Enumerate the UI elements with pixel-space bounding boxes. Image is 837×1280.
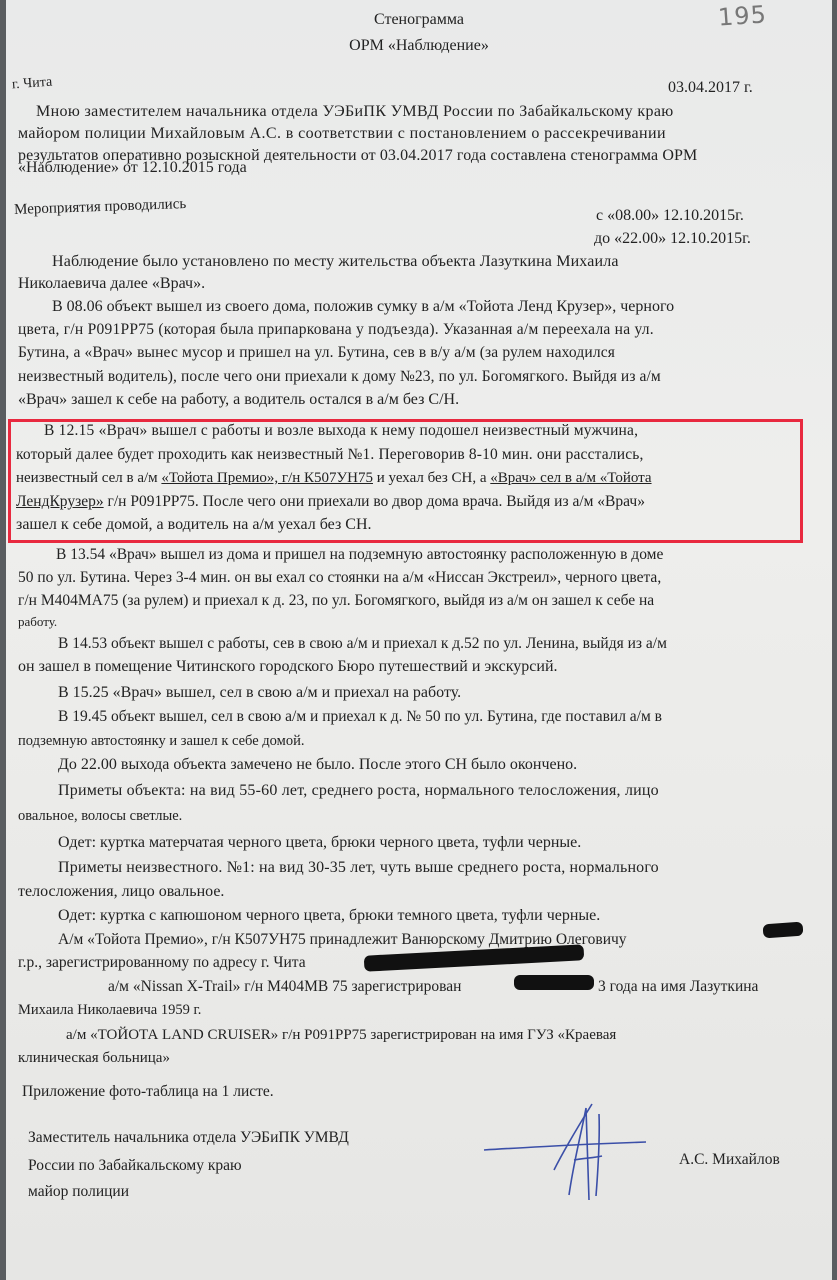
body-line: В 14.53 объект вышел с работы, сев в свою а/м и приехал к д.52 по ул. Ленина, выйдя из а/м xyxy=(58,635,667,652)
intro-line: «Наблюдение» от 12.10.2015 года xyxy=(18,159,247,176)
body-line: он зашел в помещение Читинского городского Бюро путешествий и экскурсий. xyxy=(18,658,558,675)
underlined-car-toyota-premio: «Тойота Премио», г/н К507УН75 xyxy=(161,470,373,486)
body-line: 50 по ул. Бутина. Через 3-4 мин. он вы ехал со стоянки на а/м «Ниссан Экстреил», черного цвета, xyxy=(18,569,662,586)
intro-line: майором полиции Михайловым А.С. в соответствии с постановлением о рассекречивании xyxy=(18,125,666,142)
redaction-mark xyxy=(763,922,804,939)
body-line: неизвестный водитель), после чего они приехали к дому №23, по ул. Богомягкого. Выйдя из а/м xyxy=(18,368,661,385)
body-line: а/м «ТОЙОТА LAND CRUISER» г/н Р091РР75 зарегистрирован на имя ГУЗ «Краевая xyxy=(66,1027,617,1043)
body-line: Бутина, а «Врач» вынес мусор и пришел на ул. Бутина, сев в в/у а/м (за рулем находился xyxy=(18,344,616,361)
signer-name: А.С. Михайлов xyxy=(679,1151,780,1168)
body-line: А/м «Тойота Премио», г/н К507УН75 принадлежит Ванюрскому Дмитрию Олеговичу xyxy=(58,931,627,948)
body-line: телосложения, лицо овальное. xyxy=(18,883,225,900)
doc-title: Стенограмма xyxy=(373,11,465,28)
body-line: клиническая больница» xyxy=(18,1050,170,1066)
intro-line: Мною заместителем начальника отдела УЭБиПК УМВД России по Забайкальскому краю xyxy=(36,103,674,120)
body-line: «Врач» зашел к себе на работу, а водитель остался в а/м без С/Н. xyxy=(18,391,460,408)
body-line: Одет: куртка матерчатая черного цвета, брюки черного цвета, туфли черные. xyxy=(58,834,582,851)
underlined-land-cruiser: ЛендКрузер» xyxy=(16,493,104,510)
body-line: 3 года на имя Лазуткина xyxy=(598,978,759,995)
body-line: В 08.06 объект вышел из своего дома, положив сумку в а/м «Тойота Ленд Крузер», черного xyxy=(52,298,675,315)
redaction-mark xyxy=(514,975,594,990)
body-line: В 15.25 «Врач» вышел, сел в свою а/м и приехал на работу. xyxy=(58,684,462,701)
body-line: Михаила Николаевича 1959 г. xyxy=(18,1002,202,1018)
doc-subtitle: ОРМ «Наблюдение» xyxy=(349,37,489,54)
body-line: г/н М404МА75 (за рулем) и приехал к д. 23, по ул. Богомягкого, выйдя из а/м он зашел к себе на xyxy=(18,592,655,609)
time-to: до «22.00» 12.10.2015г. xyxy=(594,230,751,247)
highlight-line: который далее будет проходить как неизвестный №1. Переговорив 8-10 мин. они расстались, xyxy=(16,446,644,463)
body-line: В 19.45 объект вышел, сел в свою а/м и приехал к д. № 50 по ул. Бутина, где поставил а/м в xyxy=(58,708,662,725)
underlined-vrach-car: «Врач» сел в а/м «Тойота xyxy=(490,470,652,486)
highlight-line: В 12.15 «Врач» вышел с работы и возле выхода к нему подошел неизвестный мужчина, xyxy=(44,422,639,439)
highlight-text: и уехал без СН, а xyxy=(372,470,491,486)
handwritten-page-number: 195 xyxy=(717,0,768,32)
signoff-line: майор полиции xyxy=(28,1183,130,1200)
intro-line: результатов оперативно розыскной деятельности от 03.04.2017 года составлена стенограмма ОРМ xyxy=(18,147,698,164)
attachment-note: Приложение фото-таблица на 1 листе. xyxy=(22,1083,274,1100)
handwritten-signature xyxy=(474,1100,654,1210)
body-line: Николаевича далее «Врач». xyxy=(18,275,206,292)
document-page xyxy=(6,0,832,1280)
body-line: г.р., зарегистрированному по адресу г. Чита xyxy=(18,954,306,971)
highlight-box xyxy=(8,419,803,543)
city: г. Чита xyxy=(11,74,53,93)
body-line: цвета, г/н Р091РР75 (которая была припаркована у подъезда). Указанная а/м переехала на ул. xyxy=(18,321,654,338)
time-from: с «08.00» 12.10.2015г. xyxy=(596,207,744,224)
highlight-text: неизвестный сел в а/м xyxy=(16,470,162,486)
doc-date: 03.04.2017 г. xyxy=(668,79,753,96)
signoff-line: Заместитель начальника отдела УЭБиПК УМВД xyxy=(28,1129,349,1146)
signoff-line: России по Забайкальскому краю xyxy=(28,1157,242,1174)
body-line: подземную автостоянку и зашел к себе домой. xyxy=(18,733,305,749)
body-line: До 22.00 выхода объекта замечено не было. После этого СН было окончено. xyxy=(58,756,578,773)
body-line: В 13.54 «Врач» вышел из дома и пришел на подземную автостоянку расположенную в доме xyxy=(56,546,664,563)
highlight-text: г/н Р091РР75. После чего они приехали во двор дома врача. Выйдя из а/м «Врач» xyxy=(103,493,645,510)
body-line: Одет: куртка с капюшоном черного цвета, брюки темного цвета, туфли черные. xyxy=(58,907,601,924)
body-line: Наблюдение было установлено по месту жительства объекта Лазуткина Михаила xyxy=(52,253,619,270)
held-label: Мероприятия проводились xyxy=(13,195,187,219)
body-line: работу. xyxy=(18,614,58,629)
body-line: Приметы объекта: на вид 55-60 лет, среднего роста, нормального телосложения, лицо xyxy=(58,782,659,799)
body-line: а/м «Nissan X-Trail» г/н М404МВ 75 зарегистрирован xyxy=(108,978,462,995)
body-line: овальное, волосы светлые. xyxy=(18,808,183,824)
body-line: Приметы неизвестного. №1: на вид 30-35 лет, чуть выше среднего роста, нормального xyxy=(58,859,659,876)
highlight-line: зашел к себе домой, а водитель на а/м уехал без СН. xyxy=(16,516,372,533)
